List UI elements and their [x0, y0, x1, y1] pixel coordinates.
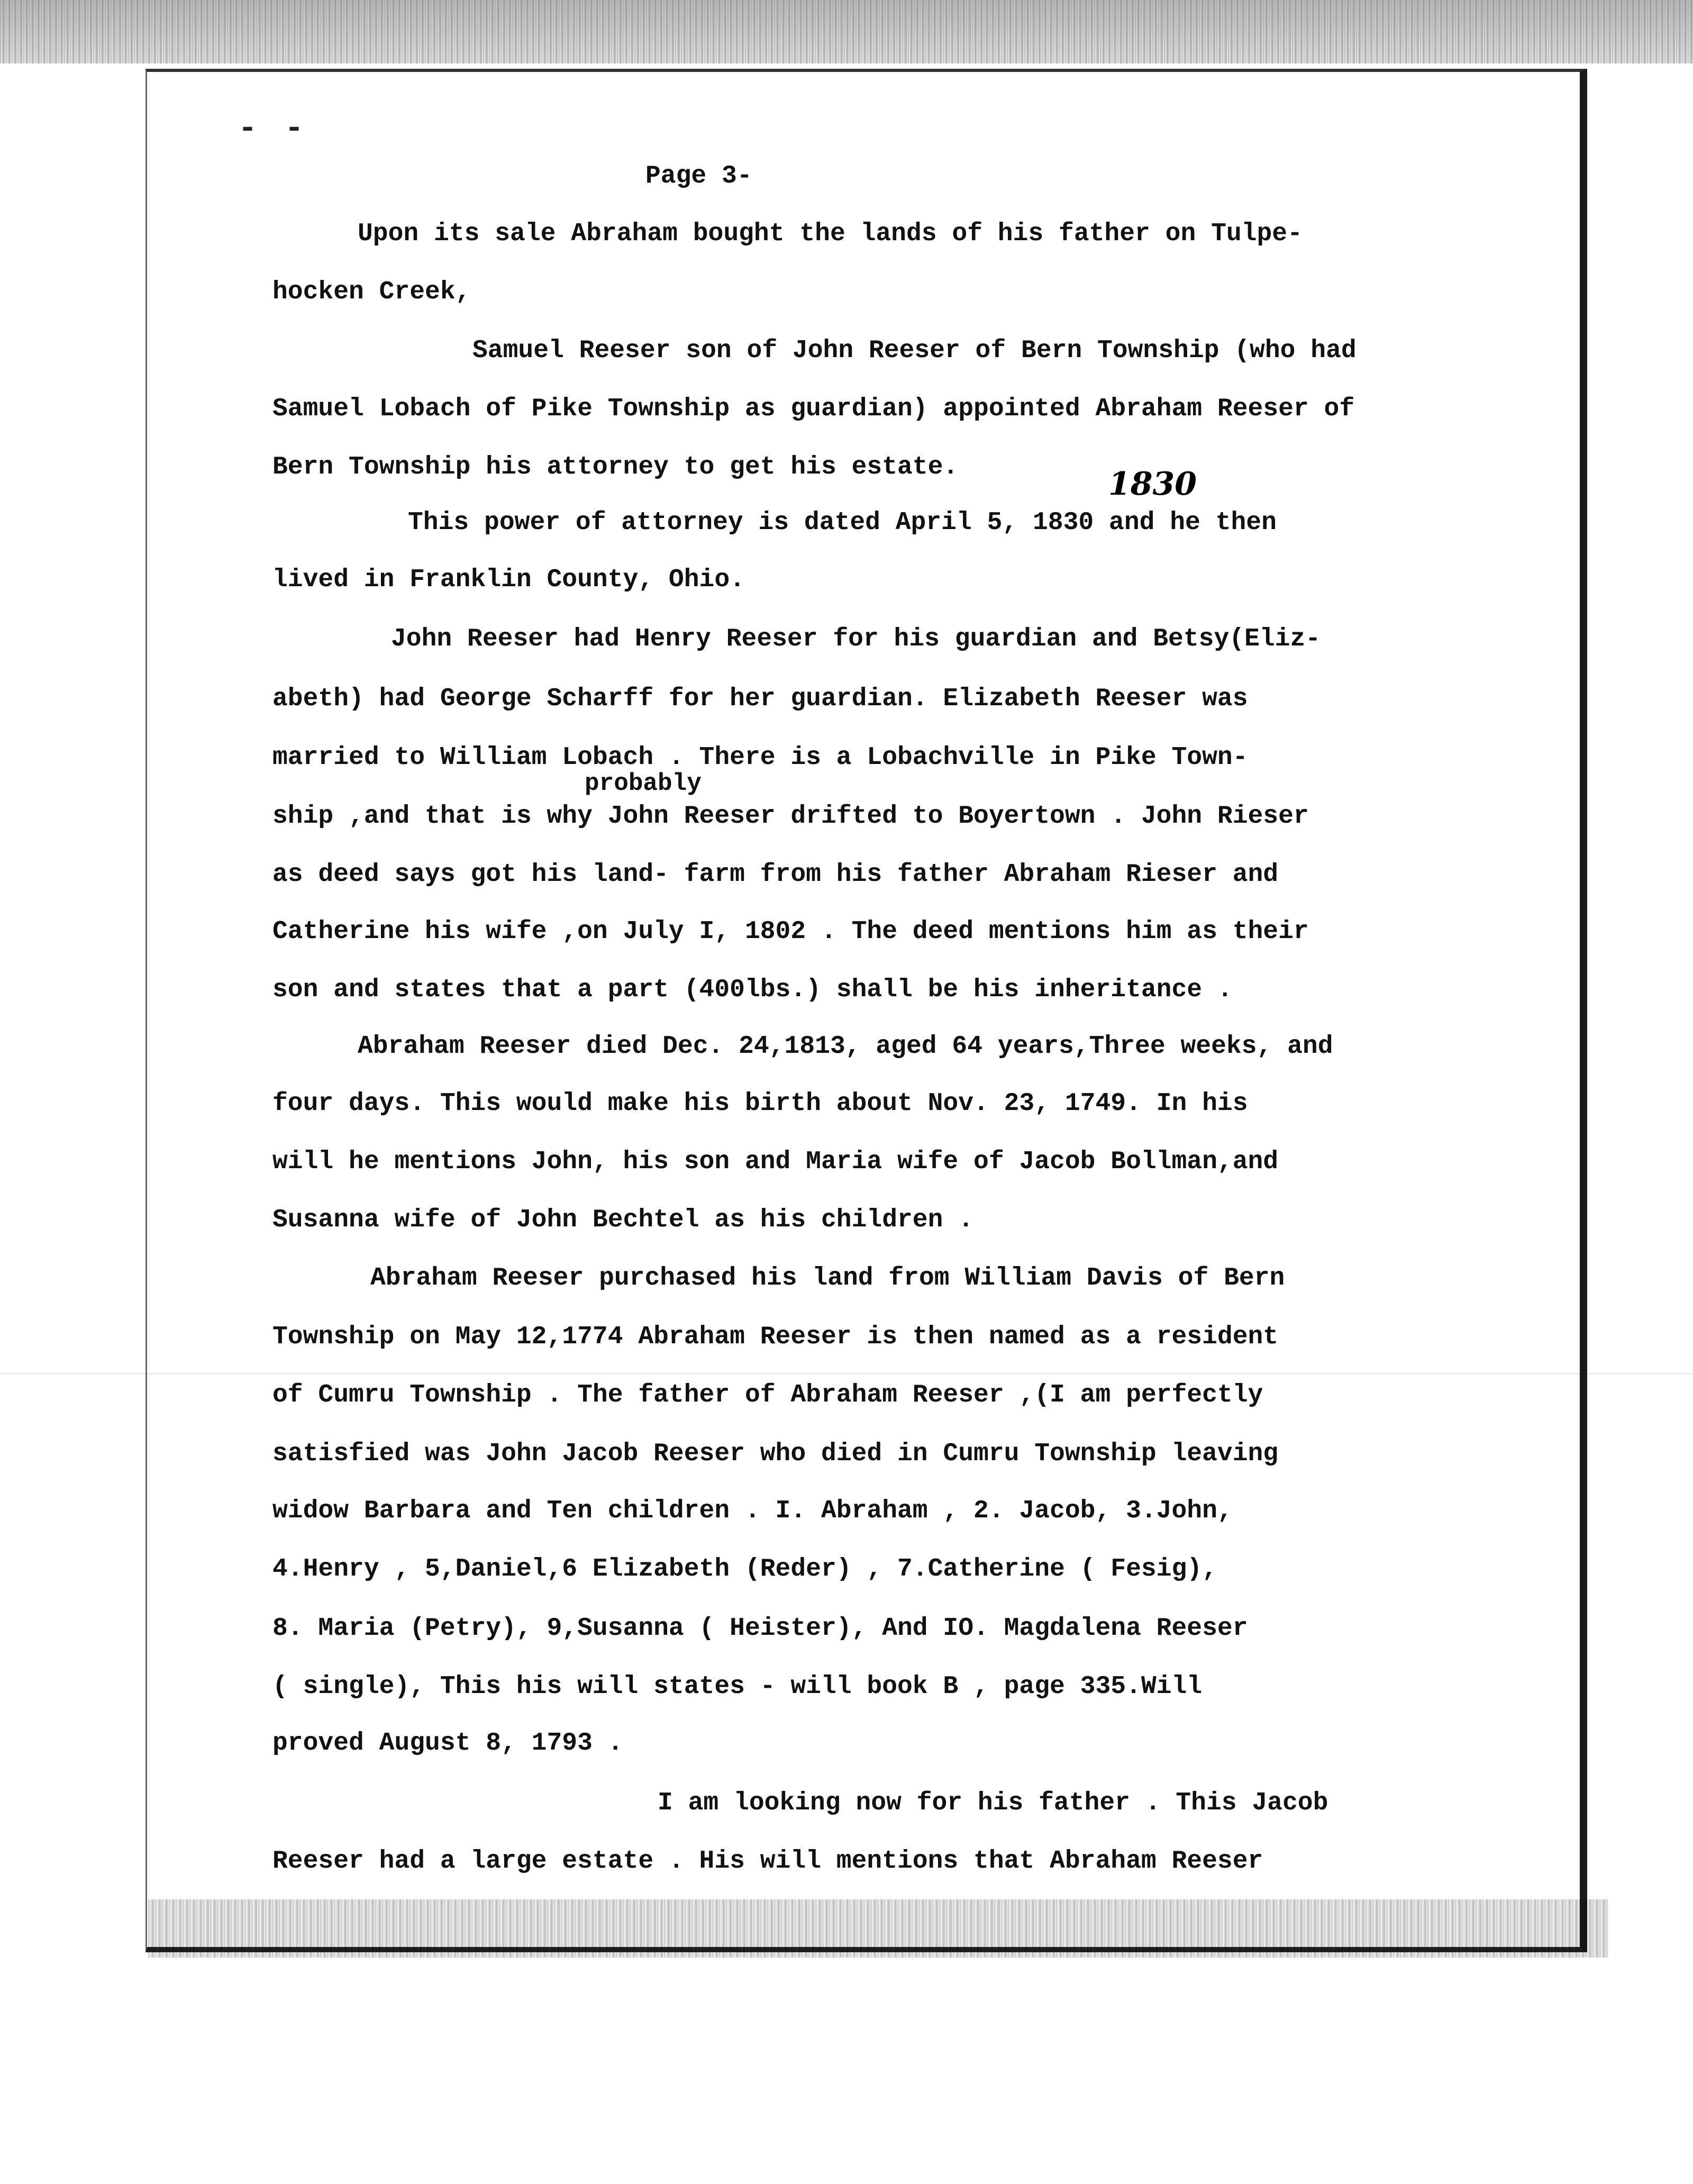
text-line: of Cumru Township . The father of Abraham Reeser ,(I am perfectly — [272, 1381, 1263, 1409]
text-line: will he mentions John, his son and Maria wife of Jacob Bollman,and — [272, 1148, 1279, 1176]
stray-marks: - - — [238, 111, 308, 147]
text-line: Upon its sale Abraham bought the lands of his father on Tulpe- — [358, 220, 1303, 248]
text-line: This power of attorney is dated April 5, 1830 and he then — [408, 508, 1277, 537]
text-line: Abraham Reeser purchased his land from William Davis of Bern — [370, 1264, 1285, 1293]
text-line: lived in Franklin County, Ohio. — [272, 566, 745, 594]
text-line: Samuel Lobach of Pike Township as guardian) appointed Abraham Reeser of — [272, 395, 1355, 423]
text-line: satisfied was John Jacob Reeser who died in Cumru Township leaving — [272, 1440, 1279, 1468]
text-line: Reeser had a large estate . His will mentions that Abraham Reeser — [272, 1847, 1263, 1876]
text-line: Catherine his wife ,on July I, 1802 . The deed mentions him as their — [272, 917, 1309, 946]
text-line: I am looking now for his father . This Jacob — [658, 1789, 1328, 1817]
inserted-word: probably — [585, 770, 702, 797]
text-line: 4.Henry , 5,Daniel,6 Elizabeth (Reder) , 7.Catherine ( Fesig), — [272, 1555, 1217, 1584]
text-line: Bern Township his attorney to get his estate. — [272, 453, 959, 481]
text-line: Samuel Reeser son of John Reeser of Bern Township (who had — [472, 336, 1357, 365]
text-line: married to William Lobach . There is a Lobachville in Pike Town- — [272, 743, 1248, 772]
text-line: ship ,and that is why John Reeser drifted to Boyertown . John Rieser — [272, 802, 1309, 831]
text-line: son and states that a part (400lbs.) shall be his inheritance . — [272, 976, 1233, 1004]
scan-bottom-edge — [148, 1899, 1608, 1958]
handwritten-year: 1830 — [1108, 466, 1197, 503]
text-line: widow Barbara and Ten children . I. Abraham , 2. Jacob, 3.John, — [272, 1497, 1233, 1525]
text-line: 8. Maria (Petry), 9,Susanna ( Heister), And IO. Magdalena Reeser — [272, 1614, 1248, 1643]
text-line: hocken Creek, — [272, 278, 471, 306]
text-line: as deed says got his land- farm from his father Abraham Rieser and — [272, 860, 1279, 889]
text-line: ( single), This his will states - will book B , page 335.Will — [272, 1672, 1203, 1701]
text-line: John Reeser had Henry Reeser for his guardian and Betsy(Eliz- — [391, 625, 1321, 653]
text-line: Township on May 12,1774 Abraham Reeser is then named as a resident — [272, 1323, 1279, 1351]
text-line: Abraham Reeser died Dec. 24,1813, aged 64 years,Three weeks, and — [358, 1032, 1333, 1061]
text-line: four days. This would make his birth about Nov. 23, 1749. In his — [272, 1089, 1248, 1118]
text-line: Susanna wife of John Bechtel as his children . — [272, 1206, 974, 1234]
text-line: abeth) had George Scharff for her guardian. Elizabeth Reeser was — [272, 685, 1248, 713]
text-line: proved August 8, 1793 . — [272, 1729, 623, 1758]
scan-top-edge — [0, 0, 1693, 63]
page-number: Page 3- — [645, 162, 752, 190]
